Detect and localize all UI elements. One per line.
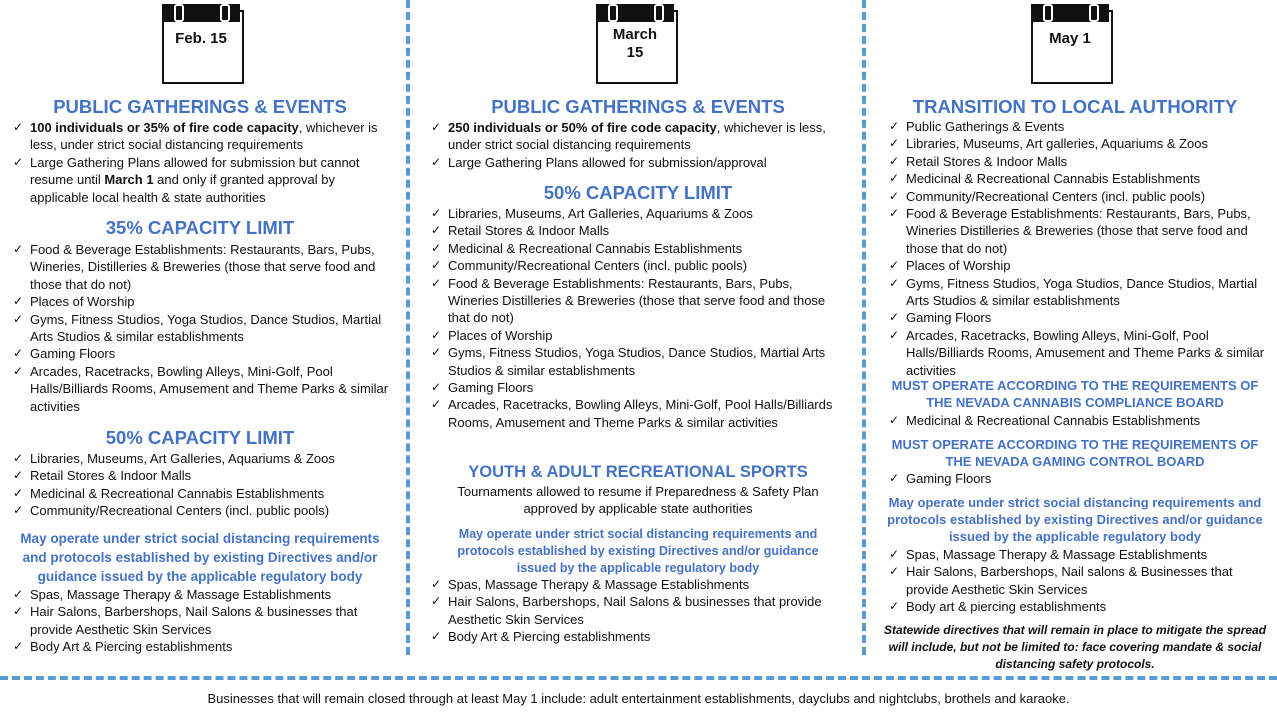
list-item: ✓ Gaming Floors [0, 345, 390, 362]
list-item: ✓ Medicinal & Recreational Cannabis Establishments [0, 485, 390, 502]
sports-text: Tournaments allowed to resume if Preparedness & Safety Plan approved by applicable state authorities [457, 484, 819, 516]
list-item: ✓ Gyms, Fitness Studios, Yoga Studios, Dance Studios, Martial Arts Studios & similar establishments [0, 311, 390, 346]
list-item: ✓ Public Gatherings & Events [876, 118, 1274, 135]
list-item: ✓ Places of Worship [0, 293, 390, 310]
list-item: ✓ Gaming Floors [876, 470, 1274, 487]
list-item: ✓ Community/Recreational Centers (incl. public pools) [418, 257, 838, 274]
list-item: ✓ Body Art & Piercing establishments [0, 638, 390, 655]
column-divider-1 [406, 0, 410, 655]
capacity-50-list [0, 450, 390, 520]
list-item: ✓ Places of Worship [876, 257, 1274, 274]
list-item: ✓ Retail Stores & Indoor Malls [0, 467, 390, 484]
regulatory-list [876, 546, 1274, 616]
list-item: ✓ Retail Stores & Indoor Malls [418, 222, 838, 239]
regulatory-note: May operate under strict social distancing requirements and protocols established by existing Directives and/or guidance issued by the applicable regulatory body [20, 531, 380, 584]
list-item: ✓ Food & Beverage Establishments: Restaurants, Bars, Pubs, Wineries Distilleries & Breweries (those that serve food and those that do not) [418, 275, 838, 327]
gaming-board-heading: MUST OPERATE ACCORDING TO THE REQUIREMENTS OF THE NEVADA GAMING CONTROL BOARD [891, 437, 1259, 469]
list-item: ✓ Gyms, Fitness Studios, Yoga Studios, Dance Studios, Martial Arts Studios & similar establishments [876, 275, 1274, 310]
regulatory-list [0, 586, 390, 656]
section-heading: 50% CAPACITY LIMIT [105, 427, 295, 448]
list-item: ✓ Large Gathering Plans allowed for submission but cannot resume until March 1 and only if granted approval by applicable local health & state authorities [0, 154, 390, 206]
public-gatherings-list [418, 119, 838, 171]
closed-businesses-footer: Businesses that will remain closed through at least May 1 include: adult entertainment establishments, dayclubs and nightclubs, brothels and karaoke. [207, 691, 1070, 706]
capacity-35-list [0, 241, 390, 415]
list-item: ✓ Places of Worship [418, 327, 838, 344]
list-item: ✓ Retail Stores & Indoor Malls [876, 153, 1274, 170]
list-item: ✓ 100 individuals or 35% of fire code capacity, whichever is less, under strict social distancing requirements [0, 119, 390, 154]
list-item: ✓ Body Art & Piercing establishments [418, 628, 838, 645]
list-item: ✓ Gaming Floors [418, 379, 838, 396]
cannabis-board-heading: MUST OPERATE ACCORDING TO THE REQUIREMENTS OF THE NEVADA CANNABIS COMPLIANCE BOARD [891, 378, 1259, 410]
list-item: ✓ Spas, Massage Therapy & Massage Establishments [0, 586, 390, 603]
phase-date: Feb. 15 [175, 30, 227, 47]
list-item: ✓ Spas, Massage Therapy & Massage Establishments [418, 576, 838, 593]
calendar-icon [162, 4, 244, 82]
list-item: ✓ Medicinal & Recreational Cannabis Establishments [418, 240, 838, 257]
footer-divider [0, 676, 1277, 680]
list-item: ✓ Community/Recreational Centers (incl. public pools) [876, 188, 1274, 205]
list-item: ✓ Food & Beverage Establishments: Restaurants, Bars, Pubs, Wineries Distilleries & Breweries (those that serve food and those that do not) [876, 205, 1274, 257]
calendar-icon [1031, 4, 1113, 82]
list-item: ✓ Libraries, Museums, Art Galleries, Aquariums & Zoos [418, 205, 838, 222]
list-item: ✓ Medicinal & Recreational Cannabis Establishments [876, 170, 1274, 187]
section-heading: PUBLIC GATHERINGS & EVENTS [53, 96, 347, 117]
local-authority-list [876, 118, 1274, 379]
list-item: ✓ Body art & piercing establishments [876, 598, 1274, 615]
phase-date: March 15 [612, 26, 658, 61]
regulatory-note: May operate under strict social distancing requirements and protocols established by existing Directives and/or guidance issued by the applicable regulatory body [457, 527, 819, 575]
section-heading: 50% CAPACITY LIMIT [543, 182, 733, 203]
section-heading: PUBLIC GATHERINGS & EVENTS [491, 96, 785, 117]
calendar-icon [596, 4, 678, 82]
list-item: ✓ 250 individuals or 50% of fire code capacity, whichever is less, under strict social distancing requirements [418, 119, 838, 154]
list-item: ✓ Hair Salons, Barbershops, Nail salons & Businesses that provide Aesthetic Skin Services [876, 563, 1274, 598]
list-item: ✓ Gyms, Fitness Studios, Yoga Studios, Dance Studios, Martial Arts Studios & similar establishments [418, 344, 838, 379]
capacity-50-list [418, 205, 838, 431]
list-item: ✓ Libraries, Museums, Art Galleries, Aquariums & Zoos [0, 450, 390, 467]
list-item: ✓ Hair Salons, Barbershops, Nail Salons & businesses that provide Aesthetic Skin Services [418, 593, 838, 628]
public-gatherings-list [0, 119, 390, 206]
regulatory-list [418, 576, 838, 646]
list-item: ✓ Libraries, Museums, Art galleries, Aquariums & Zoos [876, 135, 1274, 152]
section-heading: TRANSITION TO LOCAL AUTHORITY [912, 96, 1238, 117]
cannabis-list [876, 412, 1274, 429]
list-item: ✓ Community/Recreational Centers (incl. public pools) [0, 502, 390, 519]
list-item: ✓ Medicinal & Recreational Cannabis Establishments [876, 412, 1274, 429]
phase-date: May 1 [1049, 30, 1091, 47]
list-item: ✓ Large Gathering Plans allowed for submission/approval [418, 154, 838, 171]
list-item: ✓ Spas, Massage Therapy & Massage Establishments [876, 546, 1274, 563]
list-item: ✓ Food & Beverage Establishments: Restaurants, Bars, Pubs, Wineries, Distilleries & Breweries (those that serve food and those that do not) [0, 241, 390, 293]
list-item: ✓ Hair Salons, Barbershops, Nail Salons & businesses that provide Aesthetic Skin Services [0, 603, 390, 638]
list-item: ✓ Arcades, Racetracks, Bowling Alleys, Mini-Golf, Pool Halls/Billiards Rooms, Amusement and Theme Parks & similar activities [0, 363, 390, 415]
section-heading: YOUTH & ADULT RECREATIONAL SPORTS [468, 463, 808, 481]
statewide-directives-note: Statewide directives that will remain in place to mitigate the spread will include, but not be limited to: face covering mandate & social distancing safety protocols. [883, 623, 1267, 671]
list-item: ✓ Arcades, Racetracks, Bowling Alleys, Mini-Golf, Pool Halls/Billiards Rooms, Amusement and Theme Parks & similar activities [418, 396, 838, 431]
list-item: ✓ Gaming Floors [876, 309, 1274, 326]
gaming-list [876, 470, 1274, 487]
regulatory-note: May operate under strict social distancing requirements and protocols established by existing Directives and/or guidance issued by the applicable regulatory body [887, 495, 1263, 544]
column-divider-2 [862, 0, 866, 655]
section-heading: 35% CAPACITY LIMIT [105, 217, 295, 238]
list-item: ✓ Arcades, Racetracks, Bowling Alleys, Mini-Golf, Pool Halls/Billiards Rooms, Amusement and Theme Parks & similar activities [876, 327, 1274, 379]
